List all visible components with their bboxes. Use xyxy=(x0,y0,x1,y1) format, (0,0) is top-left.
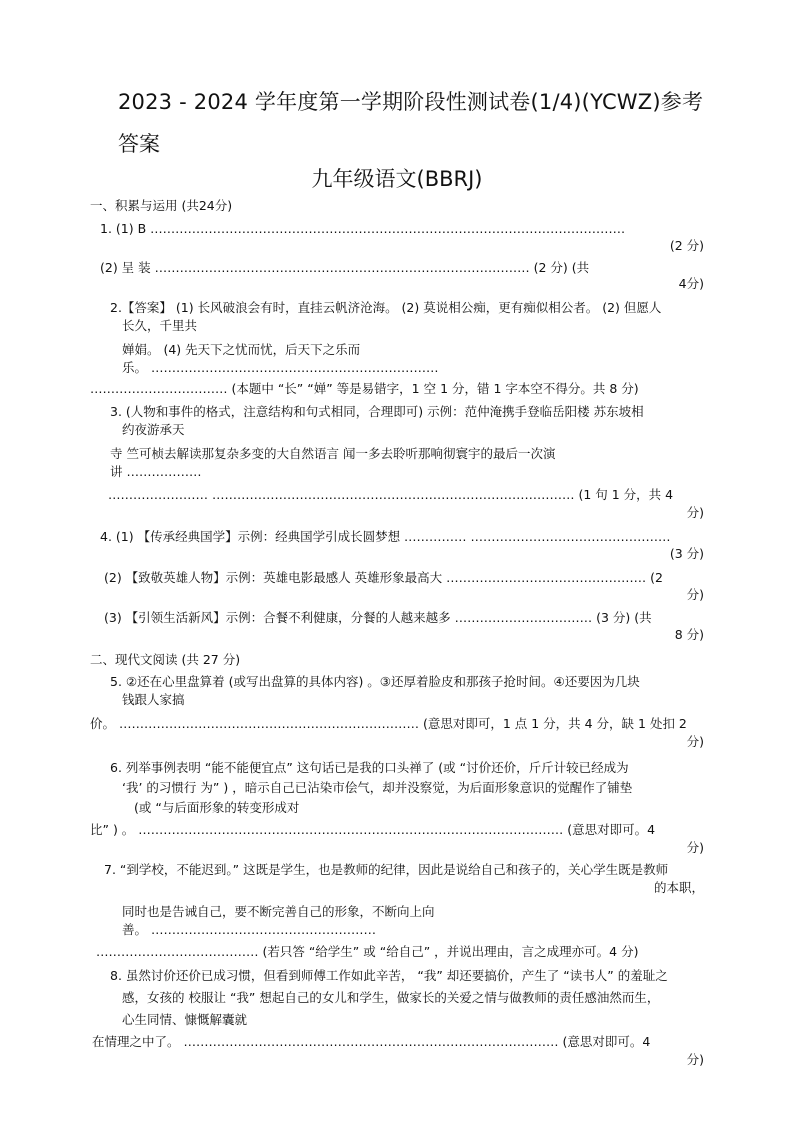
answer-line: (3) 【引领生活新风】示例：合餐不利健康，分餐的人越来越多 …………………………… (3 分) (共 xyxy=(104,610,652,625)
answer-line: (或 “与后面形象的转变形成对 xyxy=(134,800,300,815)
answer-line: 2.【答案】 (1) 长风破浪会有时，直挂云帆济沧海。 (2) 莫说相公痴，更有痴似相公者。 (2) 但愿人 xyxy=(110,300,662,315)
score-note: 8 分) xyxy=(674,627,704,642)
score-note: 分) xyxy=(686,587,704,602)
score-note: 分) xyxy=(686,505,704,520)
answer-line: 在情理之中了。 ……………………………………………………………………………… (意思对即可。4 xyxy=(92,1034,651,1049)
answer-line: 约夜游承天 xyxy=(122,422,185,437)
answer-line: 8. 虽然讨价还价已成习惯，但看到师傅工作如此辛苦， “我” 却还要搞价，产生了 “读书人” 的羞耻之 xyxy=(110,968,668,983)
answer-line: (2) 【致敬英雄人物】示例：英雄电影最感人 英雄形象最高大 ………………………………………… (2 xyxy=(104,570,663,585)
answer-line: 讲 ……………… xyxy=(110,464,202,479)
answer-line: 1. (1) B …………………………………………………………………………………………………… xyxy=(100,221,626,236)
answer-line: 乐。 …………………………………………………………… xyxy=(122,360,439,375)
answer-line: 长久，千里共 xyxy=(122,318,198,333)
answer-line: 4. (1) 【传承经典国学】示例：经典国学引成长圆梦想 …………… ………………………………………… xyxy=(100,529,671,544)
score-note: (2 分) xyxy=(669,238,704,253)
answer-line: 的本职， xyxy=(653,880,704,895)
answer-line: ‘我’ 的习惯行 为” ) ，暗示自己已沾染市侩气，却并没察觉，为后面形象意识的觉醒作了铺垫 xyxy=(122,780,633,795)
document-subtitle: 九年级语文(BBRJ) xyxy=(311,167,483,191)
answer-line: 善。 ……………………………………………… xyxy=(122,922,376,937)
answer-line: 3. (人物和事件的格式，注意结构和句式相同，合理即可) 示例：范仲淹携手登临岳阳楼 苏东坡相 xyxy=(110,404,644,419)
score-note: (3 分) xyxy=(669,546,704,561)
answer-line: 5. ②还在心里盘算着 (或写出盘算的具体内容) 。③还厚着脸皮和那孩子抢时间。④还要因为几块 xyxy=(110,674,640,689)
answer-line: …………………… …………………………………………………………………………… (1 句 1 分，共 4 xyxy=(108,487,674,502)
answer-line: 6. 列举事例表明 “能不能便宜点” 这句话已是我的口头禅了 (或 “讨价还价，斤斤计较已经成为 xyxy=(110,760,629,775)
score-note: 4分) xyxy=(678,276,704,291)
answer-line: 同时也是告诫自己，要不断完善自己的形象，不断向上向 xyxy=(122,904,435,919)
score-note: 分) xyxy=(686,1052,704,1067)
document-title: 2023 - 2024 学年度第一学期阶段性测试卷(1/4)(YCWZ)参考 xyxy=(118,90,704,114)
answer-line: …………………………… (本题中 “长” “婵” 等是易错字，1 空 1 分，错 1 字本空不得分。共 8 分) xyxy=(90,381,639,396)
answer-line: 比” ) 。 ………………………………………………………………………………………… (意思对即可。4 xyxy=(90,822,656,837)
answer-line: 7. “到学校，不能迟到。” 这既是学生，也是教师的纪律，因此是说给自己和孩子的，关心学生既是教师 xyxy=(104,862,669,877)
answer-line: 心生同情、慷慨解囊就 xyxy=(122,1012,248,1027)
answer-line: 感，女孩的 校服让 “我” 想起自己的女儿和学生，做家长的关爱之情与做教师的责任感油然而生， xyxy=(122,990,660,1005)
answer-line: 价。 ……………………………………………………………… (意思对即可，1 点 1 分，共 4 分，缺 1 处扣 2 xyxy=(90,716,687,731)
score-note: 分) xyxy=(686,734,704,749)
section-heading-2: 二、现代文阅读 (共 27 分) xyxy=(90,652,241,667)
answer-line: (2) 呈 装 ……………………………………………………………………………… (2 分) (共 xyxy=(100,260,590,275)
section-heading-1: 一、积累与运用 (共24分) xyxy=(90,198,233,213)
answer-line: 寺 竺可桢去解读那复杂多变的大自然语言 闻一多去聆听那响彻寰宇的最后一次演 xyxy=(110,446,556,461)
score-note: 分) xyxy=(686,840,704,855)
document-title-continued: 答案 xyxy=(118,132,160,156)
answer-line: 婵娟。 (4) 先天下之忧而忧，后天下之乐而 xyxy=(122,342,361,357)
answer-line: ………………………………… (若只答 “给学生” 或 “给自己” ，并说出理由，言之成理亦可。4 分) xyxy=(96,944,639,959)
answer-line: 钱跟人家搞 xyxy=(122,692,185,707)
